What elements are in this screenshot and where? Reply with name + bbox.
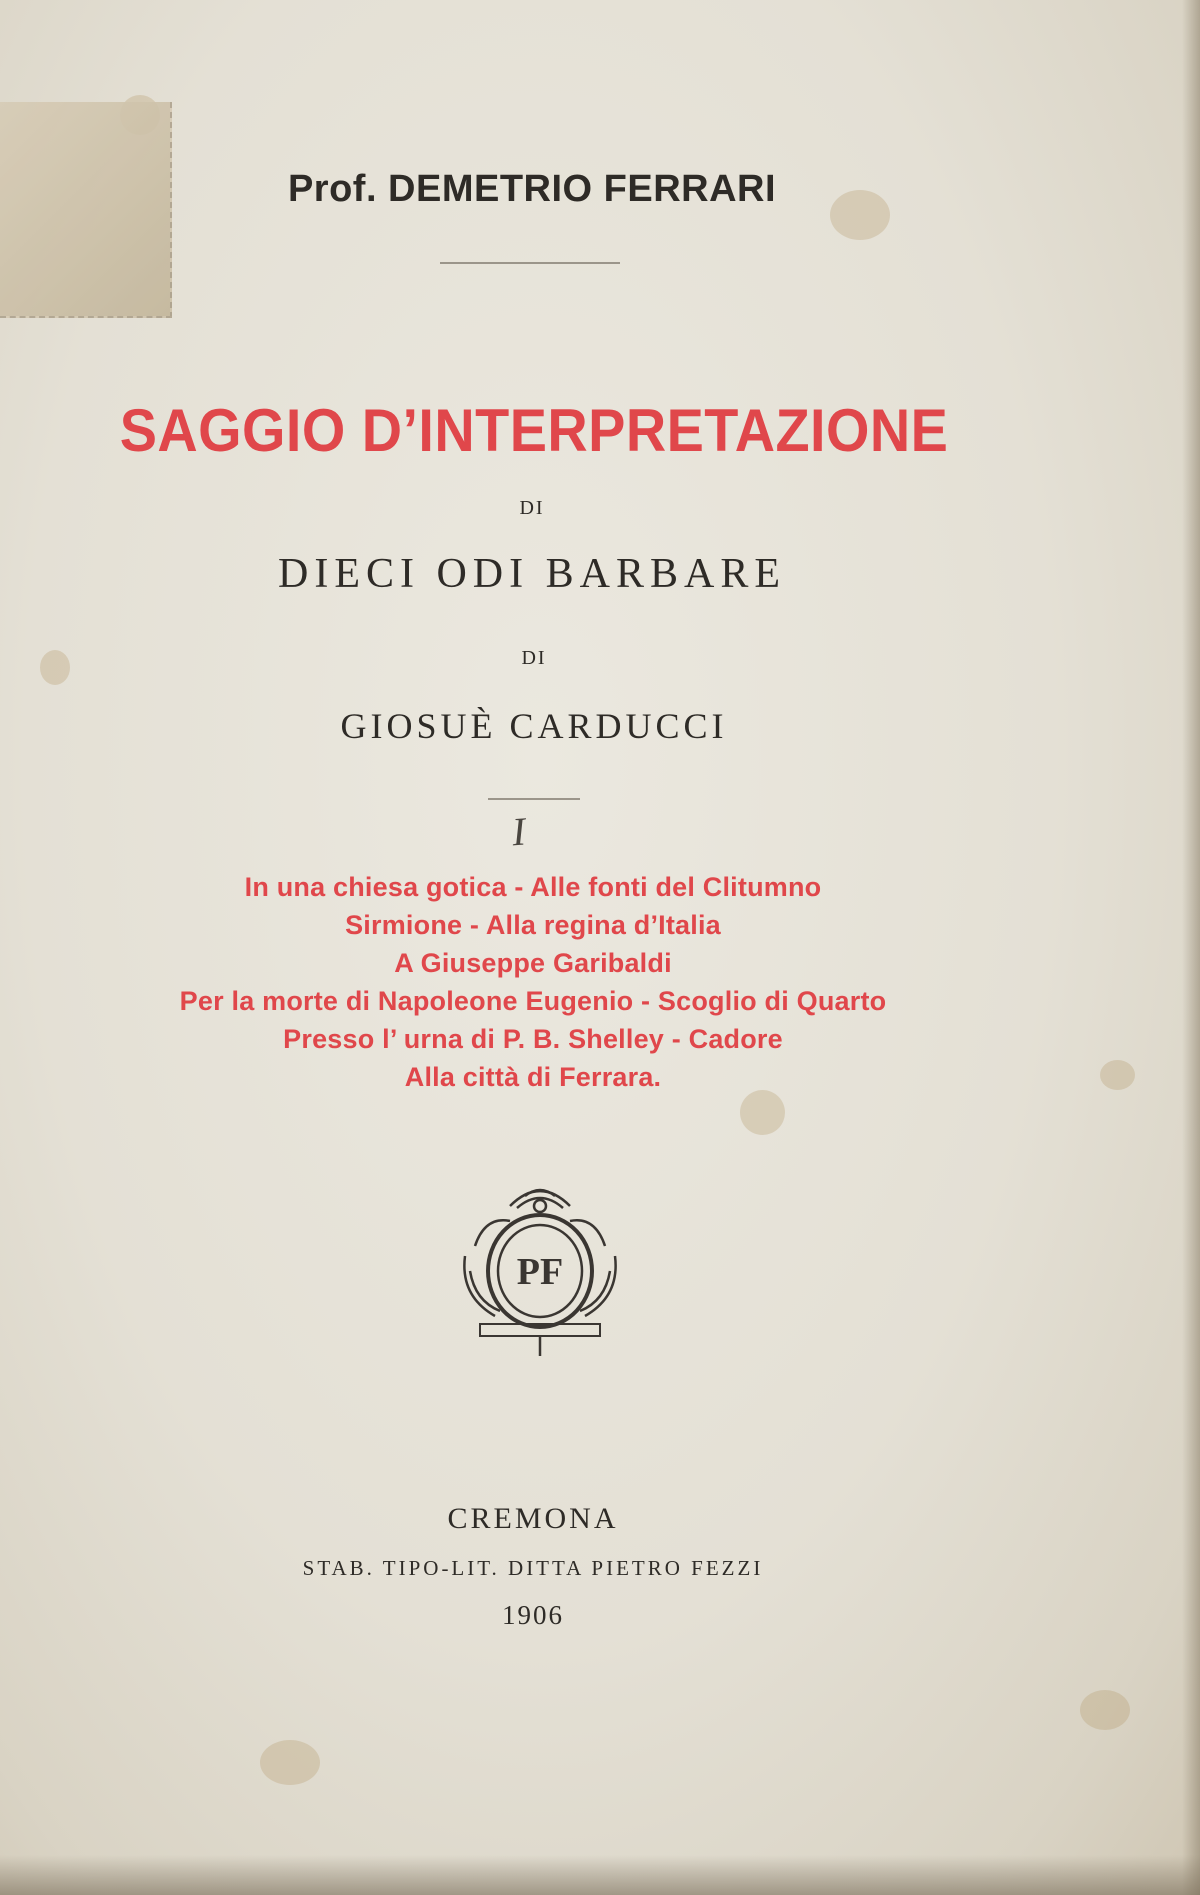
book-title: SAGGIO D’INTERPRETAZIONE <box>119 397 949 464</box>
ode-list-line: Per la morte di Napoleone Eugenio - Scoglio di Quarto <box>179 986 887 1016</box>
stain <box>740 1090 785 1135</box>
page-bottom-shadow <box>0 1855 1200 1895</box>
connector-di-1: DI <box>519 497 545 519</box>
ode-list-line: Sirmione - Alla regina d’Italia <box>345 910 721 940</box>
ode-list-line: Alla città di Ferrara. <box>404 1062 662 1092</box>
ode-list-line: A Giuseppe Garibaldi <box>394 948 672 978</box>
page-edge-shadow <box>1182 0 1200 1895</box>
divider-middle <box>488 798 580 800</box>
stain <box>1080 1690 1130 1730</box>
emblem-monogram: PF <box>516 1251 564 1293</box>
printer-emblem-icon <box>455 1176 625 1361</box>
ode-list-line: Presso l’ urna di P. B. Shelley - Cadore <box>283 1024 783 1054</box>
handwritten-volume-mark: I <box>510 808 527 855</box>
printer-name: STAB. TIPO-LIT. DITTA PIETRO FEZZI <box>302 1556 764 1580</box>
divider-top <box>440 262 620 264</box>
author-line: Prof. DEMETRIO FERRARI <box>287 168 777 210</box>
poet-name: GIOSUÈ CARDUCCI <box>340 706 728 746</box>
publication-year: 1906 <box>502 1600 564 1630</box>
publisher-city: CREMONA <box>447 1502 619 1535</box>
stain <box>260 1740 320 1785</box>
connector-di-2: DI <box>521 647 547 669</box>
book-subtitle: DIECI ODI BARBARE <box>278 551 786 597</box>
ode-list-line: In una chiesa gotica - Alle fonti del Clitumno <box>244 872 822 902</box>
